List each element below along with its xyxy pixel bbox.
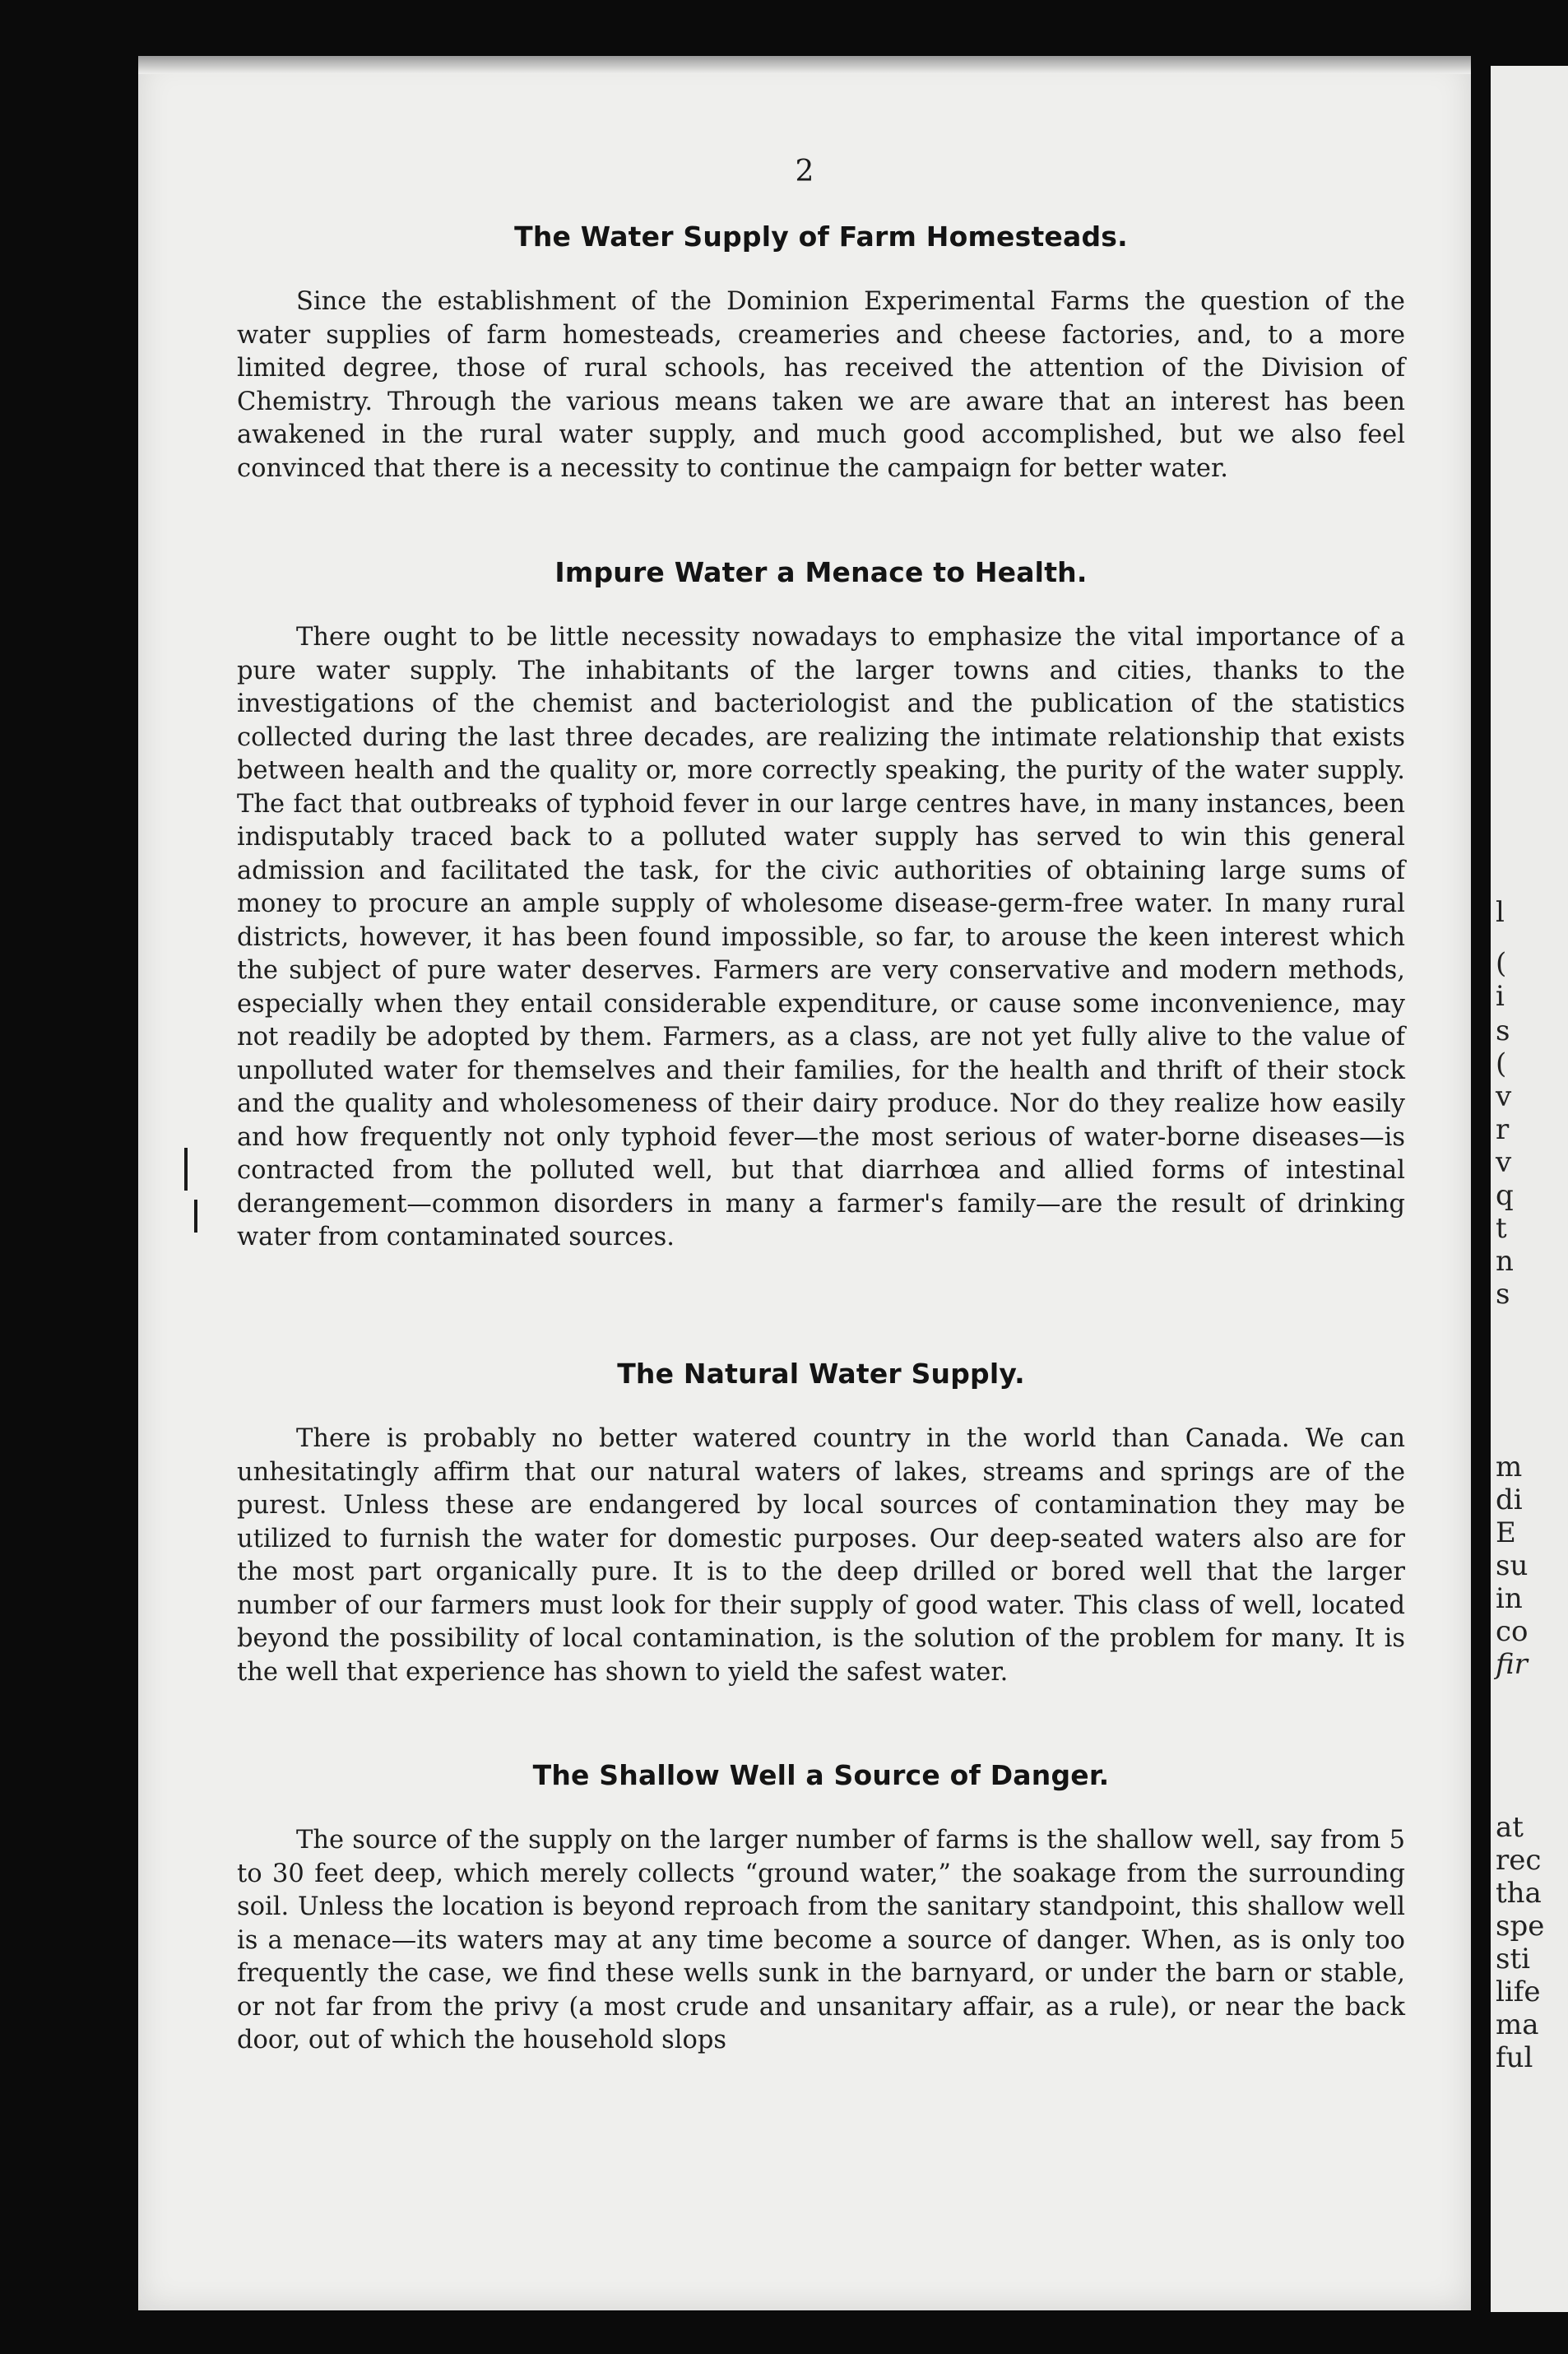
section-water-supply-farm-homesteads (237, 221, 1405, 485)
document-page (138, 56, 1471, 2310)
neighbor-text-fragment: v (1496, 1146, 1512, 1179)
neighbor-text-fragment: s (1496, 1014, 1510, 1047)
neighbor-text-fragment: rec (1496, 1844, 1542, 1877)
neighbor-text-fragment: su (1496, 1549, 1529, 1582)
neighbor-text-fragment: v (1496, 1080, 1512, 1113)
neighbor-text-fragment: sti (1496, 1943, 1530, 1976)
section-paragraph: The source of the supply on the larger number of farms is the shallow well, say from 5 to 30 feet deep, which merely collects “ground water,” the soakage from the surrounding soil. Unless the location is beyond reproach from the sanitary standpoint, this shallow well is a menace—its waters may at any time become a source of danger. When, as is only too frequently the case, we find these wells sunk in the barnyard, or under the barn or stable, or not far from the privy (a most crude and unsanitary affair, as a rule), or near the back door, out of which the household slops (237, 1826, 1405, 2055)
section-heading: The Shallow Well a Source of Danger. (532, 1759, 1110, 1791)
page-number: 2 (795, 155, 814, 188)
neighbor-text-fragment: life (1496, 1976, 1541, 2008)
neighbor-text-fragment: s (1496, 1278, 1510, 1311)
neighbor-text-fragment: n (1496, 1245, 1514, 1278)
section-impure-water-menace (237, 556, 1405, 1255)
neighbor-text-fragment: ( (1496, 1047, 1507, 1080)
neighbor-text-fragment: spe (1496, 1910, 1545, 1943)
neighbor-text-fragment: ful (1496, 2041, 1533, 2074)
neighbor-text-fragment: t (1496, 1212, 1507, 1245)
section-paragraph: Since the establishment of the Dominion Experimental Farms the question of the water supplies of farm homesteads, creameries and cheese factories, and, to a more limited degree, those of rural schools, has received the attention of the Division of Chemistry. Through the various means taken we are aware that an interest has been awakened in the rural water supply, and much good accomplished, but we also feel convinced that there is a necessity to continue the campaign for better water. (237, 287, 1405, 483)
section-shallow-well-danger (237, 1759, 1405, 2058)
neighbor-text-fragment: ( (1496, 947, 1507, 980)
neighbor-text-fragment: in (1496, 1582, 1523, 1615)
neighbor-text-fragment: q (1496, 1179, 1514, 1212)
binding-mark (184, 1148, 188, 1191)
section-heading: The Water Supply of Farm Homesteads. (514, 221, 1128, 253)
neighbor-text-fragment: m (1496, 1451, 1523, 1483)
section-natural-water-supply (237, 1358, 1405, 1689)
neighbor-text-fragment: ma (1496, 2008, 1539, 2041)
neighbor-text-fragment: E (1496, 1516, 1516, 1549)
neighbor-text-fragment: fir (1496, 1648, 1528, 1681)
binding-mark (194, 1200, 197, 1233)
section-heading: The Natural Water Supply. (617, 1358, 1025, 1390)
section-heading: Impure Water a Menace to Health. (554, 556, 1088, 588)
section-paragraph: There is probably no better watered country in the world than Canada. We can unhesitatingly affirm that our natural waters of lakes, streams and springs are of the purest. Unless these are endangered by local sources of contamination they may be utilized to furnish the water for domestic purposes. Our deep-seated waters also are for the most part organically pure. It is to the deep drilled or bored well that the larger number of our farmers must look for their supply of good water. This class of well, located beyond the possibility of local contamination, is the solution of the problem for many. It is the well that experience has shown to yield the safest water. (237, 1424, 1405, 1687)
neighbor-page-strip (1491, 66, 1568, 2312)
neighbor-text-fragment: i (1496, 980, 1505, 1013)
page-top-edge (138, 56, 1471, 74)
section-paragraph: There ought to be little necessity nowadays to emphasize the vital importance of a pure water supply. The inhabitants of the larger towns and cities, thanks to the investigations of the chemist and bacteriologist and the publication of the statistics collected during the last three decades, are realizing the intimate relationship that exists between health and the quality or, more correctly speaking, the purity of the water supply. The fact that outbreaks of typhoid fever in our large centres have, in many instances, been indisputably traced back to a polluted water supply has served to win this general admission and facilitated the task, for the civic authorities of obtaining large sums of money to procure an ample supply of wholesome disease-germ-free water. In many rural districts, however, it has been found impossible, so far, to arouse the keen interest which the subject of pure water deserves. Farmers are very conservative and modern methods, especially when they entail considerable expenditure, or cause some inconvenience, may not readily be adopted by them. Farmers, as a class, are not yet fully alive to the value of unpolluted water for themselves and their families, for the health and thrift of their stock and the quality and wholesomeness of their dairy produce. Nor do they realize how easily and how frequently not only typhoid fever—the most serious of water-borne diseases—is contracted from the polluted well, but that diarrhœa and allied forms of intestinal derangement—common disorders in many a farmer's family—are the result of drinking water from contaminated sources. (237, 623, 1405, 1251)
neighbor-text-fragment: di (1496, 1483, 1523, 1516)
neighbor-text-fragment: r (1496, 1113, 1510, 1146)
neighbor-text-fragment: l (1496, 896, 1505, 929)
neighbor-text-fragment: at (1496, 1811, 1524, 1844)
neighbor-text-fragment: co (1496, 1615, 1529, 1648)
neighbor-text-fragment: tha (1496, 1877, 1542, 1910)
